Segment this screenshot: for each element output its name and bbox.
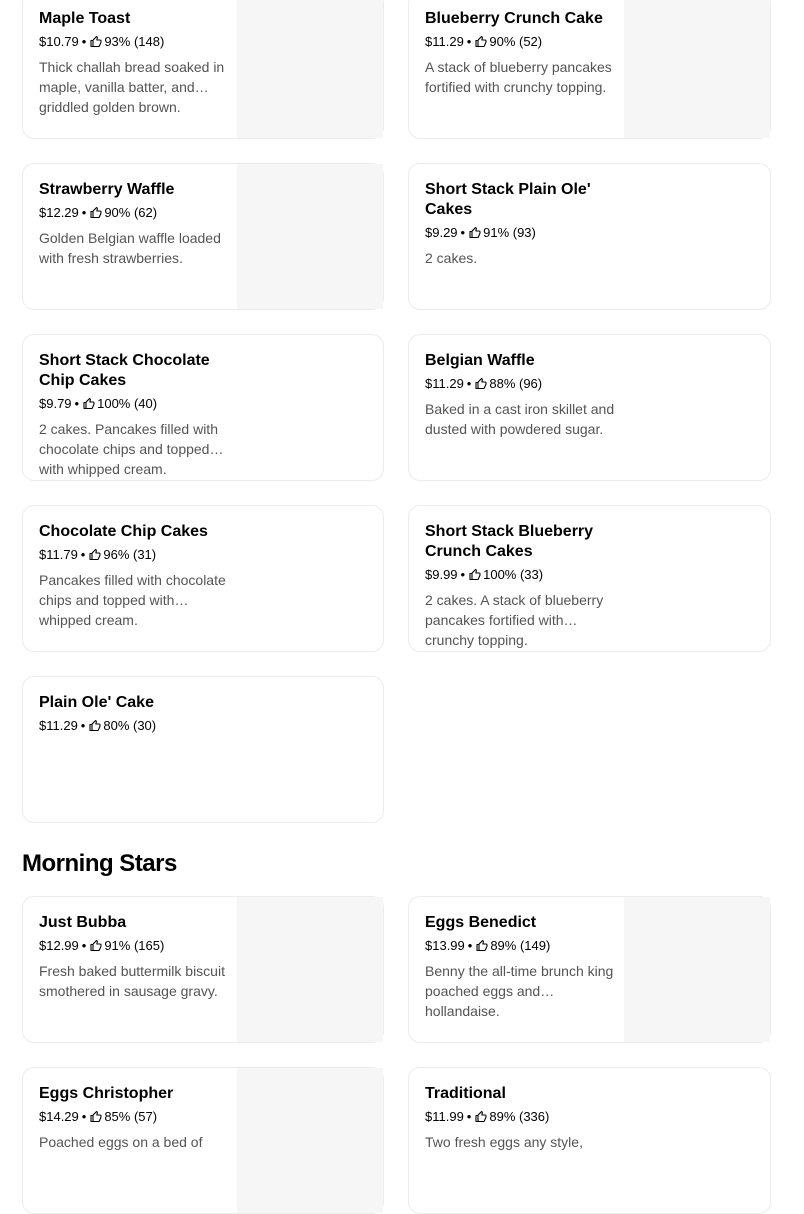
menu-item-image — [624, 897, 770, 1042]
menu-item-card[interactable] — [408, 163, 771, 310]
menu-item-description: Baked in a cast iron skillet and dusted with powdered sugar. — [425, 401, 615, 437]
menu-item-name: Maple Toast — [39, 10, 131, 27]
separator-dot: • — [460, 225, 466, 240]
menu-item-info — [425, 351, 615, 439]
separator-dot: • — [81, 1109, 87, 1124]
menu-item-rating: 96% (31) — [103, 547, 157, 562]
thumbs-up-icon — [469, 569, 481, 581]
menu-item-price: $9.99 — [425, 567, 458, 582]
menu-item-price: $9.29 — [425, 225, 458, 240]
menu-item-name: Short Stack Chocolate Chip Cakes — [39, 352, 210, 389]
menu-item-meta — [425, 566, 615, 584]
menu-item-name: Eggs Christopher — [39, 1085, 174, 1102]
menu-item-meta — [39, 546, 229, 564]
menu-item-meta — [425, 224, 615, 242]
menu-item-price: $11.99 — [425, 1109, 464, 1124]
menu-item-card[interactable] — [408, 0, 771, 139]
thumbs-up-icon — [475, 36, 487, 48]
menu-item-info — [39, 9, 229, 115]
thumbs-up-icon — [90, 940, 102, 952]
menu-item-info — [39, 180, 229, 268]
separator-dot: • — [466, 34, 472, 49]
menu-item-meta — [425, 1108, 615, 1126]
menu-item-meta — [39, 937, 229, 955]
menu-item-name: Traditional — [425, 1085, 506, 1102]
menu-item-info — [39, 693, 229, 735]
thumbs-up-icon — [89, 720, 101, 732]
menu-item-price: $12.99 — [39, 938, 79, 953]
menu-item-description: 2 cakes. A stack of blueberry pancakes fortified with crunchy topping. — [425, 592, 604, 648]
menu-item-name: Belgian Waffle — [425, 352, 535, 369]
menu-item-rating: 90% (52) — [489, 34, 543, 49]
thumbs-up-icon — [90, 207, 102, 219]
menu-item-price: $11.29 — [425, 376, 464, 391]
separator-dot: • — [80, 718, 86, 733]
menu-item-price: $9.79 — [39, 396, 72, 411]
menu-item-meta — [425, 937, 615, 955]
thumbs-up-icon — [476, 940, 488, 952]
menu-item-info — [39, 1084, 229, 1152]
menu-item-rating: 93% (148) — [104, 34, 165, 49]
menu-item-price: $10.79 — [39, 34, 79, 49]
separator-dot: • — [81, 34, 87, 49]
menu-item-info — [39, 351, 229, 477]
menu-item-price: $13.99 — [425, 938, 465, 953]
menu-item-description: Benny the all-time brunch king poached eggs and hollandaise. — [425, 963, 614, 1019]
menu-item-description: Fresh baked buttermilk biscuit smothered in sausage gravy. — [39, 963, 225, 999]
menu-item-description: Poached eggs on a bed of — [39, 1134, 203, 1150]
menu-grid-morning-stars — [22, 896, 771, 1214]
menu-item-price: $11.29 — [39, 718, 78, 733]
menu-item-card[interactable] — [22, 334, 384, 481]
menu-item-name: Blueberry Crunch Cake — [425, 10, 603, 27]
menu-item-price: $12.29 — [39, 205, 79, 220]
menu-item-description: 2 cakes. — [425, 250, 478, 266]
separator-dot: • — [467, 938, 473, 953]
separator-dot: • — [460, 567, 466, 582]
separator-dot: • — [466, 1109, 472, 1124]
menu-item-image — [237, 1068, 383, 1213]
thumbs-up-icon — [90, 36, 102, 48]
menu-item-description: Thick challah bread soaked in maple, vanilla batter, and griddled golden brown. — [39, 59, 225, 115]
section-title: Morning Stars — [22, 850, 177, 877]
separator-dot: • — [80, 547, 86, 562]
menu-item-price: $11.79 — [39, 547, 78, 562]
menu-item-info — [425, 180, 615, 268]
empty-grid-cell — [408, 676, 771, 823]
menu-item-card[interactable] — [22, 163, 384, 310]
menu-item-meta — [425, 375, 615, 393]
menu-item-price: $11.29 — [425, 34, 464, 49]
menu-item-rating: 100% (33) — [483, 567, 544, 582]
menu-item-card[interactable] — [408, 896, 771, 1043]
menu-item-rating: 85% (57) — [104, 1109, 158, 1124]
thumbs-up-icon — [475, 1111, 487, 1123]
thumbs-up-icon — [83, 398, 95, 410]
menu-item-name: Eggs Benedict — [425, 914, 537, 931]
menu-item-name: Chocolate Chip Cakes — [39, 523, 208, 540]
menu-item-name: Short Stack Blueberry Crunch Cakes — [425, 523, 594, 560]
menu-item-info — [425, 913, 615, 1019]
thumbs-up-icon — [469, 227, 481, 239]
menu-item-rating: 100% (40) — [97, 396, 158, 411]
menu-item-rating: 89% (149) — [490, 938, 551, 953]
menu-item-meta — [39, 204, 229, 222]
menu-item-info — [39, 522, 229, 628]
menu-item-rating: 91% (165) — [104, 938, 165, 953]
menu-item-card[interactable] — [22, 1067, 384, 1214]
separator-dot: • — [81, 205, 87, 220]
menu-item-description: 2 cakes. Pancakes filled with chocolate chips and topped with whipped cream. — [39, 421, 218, 477]
thumbs-up-icon — [475, 378, 487, 390]
menu-item-image — [237, 897, 383, 1042]
menu-item-info — [39, 913, 229, 1001]
menu-item-meta — [39, 1108, 229, 1126]
menu-item-rating: 90% (62) — [104, 205, 158, 220]
menu-item-description: Pancakes filled with chocolate chips and topped with whipped cream. — [39, 572, 226, 628]
thumbs-up-icon — [90, 1111, 102, 1123]
menu-item-description: Golden Belgian waffle loaded with fresh strawberries. — [39, 230, 221, 266]
separator-dot: • — [74, 396, 80, 411]
menu-item-info — [425, 1084, 615, 1152]
menu-item-price: $14.29 — [39, 1109, 79, 1124]
menu-item-name: Just Bubba — [39, 914, 127, 931]
menu-item-info — [425, 9, 615, 97]
menu-item-name: Plain Ole' Cake — [39, 694, 154, 711]
menu-item-info — [425, 522, 615, 648]
menu-item-rating: 89% (336) — [489, 1109, 550, 1124]
separator-dot: • — [466, 376, 472, 391]
menu-item-meta — [39, 717, 229, 735]
menu-item-rating: 88% (96) — [489, 376, 543, 391]
menu-item-image — [624, 0, 770, 138]
menu-item-meta — [39, 33, 229, 51]
menu-item-meta — [425, 33, 615, 51]
menu-item-description: A stack of blueberry pancakes fortified with crunchy topping. — [425, 59, 612, 95]
menu-item-image — [237, 164, 383, 309]
menu-item-rating: 91% (93) — [483, 225, 536, 240]
menu-item-card[interactable] — [22, 0, 384, 139]
menu-item-description: Two fresh eggs any style, — [425, 1134, 583, 1150]
menu-grid-pancakes — [22, 0, 771, 823]
separator-dot: • — [81, 938, 87, 953]
menu-item-card[interactable] — [22, 676, 384, 823]
menu-item-meta — [39, 395, 229, 413]
menu-item-card[interactable] — [408, 505, 771, 652]
menu-item-card[interactable] — [408, 334, 771, 481]
menu-item-rating: 80% (30) — [103, 718, 157, 733]
menu-item-card[interactable] — [22, 896, 384, 1043]
menu-item-image — [237, 0, 383, 138]
menu-item-card[interactable] — [22, 505, 384, 652]
menu-item-name: Strawberry Waffle — [39, 181, 175, 198]
menu-item-name: Short Stack Plain Ole' Cakes — [425, 181, 591, 218]
thumbs-up-icon — [89, 549, 101, 561]
menu-item-card[interactable] — [408, 1067, 771, 1214]
